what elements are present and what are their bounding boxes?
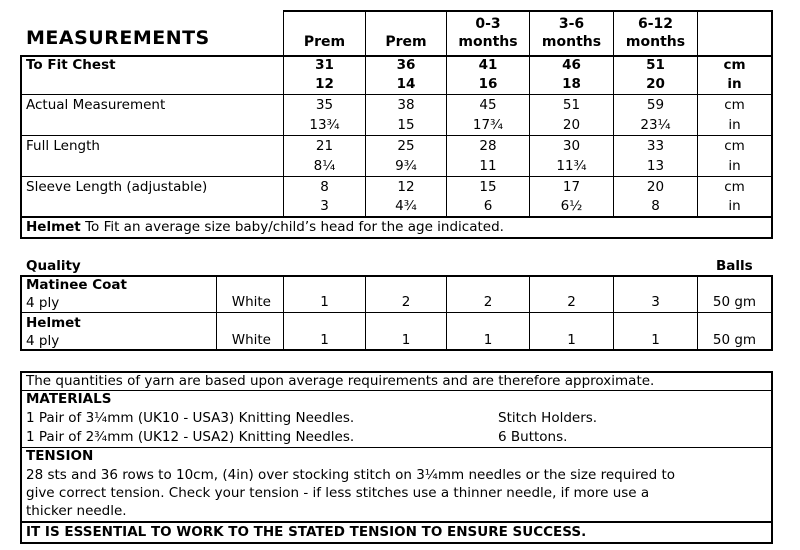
measurements-title: MEASUREMENTS — [26, 27, 210, 49]
table-cell: 45 — [479, 97, 497, 113]
size-header-4-line2: months — [541, 34, 602, 50]
table-cell: 14 — [396, 76, 416, 92]
tension-line-2: give correct tension. Check your tension - if less stitches use a thinner needle, if more use a — [26, 485, 650, 501]
table-cell: 11 — [479, 158, 497, 174]
yarn-qty: 2 — [483, 294, 493, 310]
yarn-qty: 1 — [483, 332, 493, 348]
yarn-qty: 1 — [401, 332, 411, 348]
table-cell: 3 — [320, 198, 329, 214]
yarn-weight: 50 gm — [712, 294, 757, 310]
table-cell: 59 — [646, 97, 665, 113]
size-header-5-line1: 6-12 — [637, 16, 674, 32]
yarn-qty: 1 — [651, 332, 660, 348]
table-cell: 41 — [478, 57, 498, 73]
table-cell: 6 — [483, 198, 493, 214]
materials-title: MATERIALS — [26, 391, 112, 407]
yarn-qty: 3 — [651, 294, 660, 310]
table-cell: 46 — [562, 57, 581, 73]
tension-line-1: 28 sts and 36 rows to 10cm, (4in) over stocking stitch on 3¼mm needles or the size required to — [26, 467, 676, 483]
table-cell: 18 — [562, 76, 581, 92]
size-header-3-line2: months — [458, 34, 518, 50]
table-cell: 8 — [320, 179, 329, 195]
needles-line-1: 1 Pair of 3¼mm (UK10 - USA3) Knitting Needles. — [26, 410, 355, 426]
table-cell: 13¾ — [309, 117, 340, 133]
yarn-item: Matinee Coat — [26, 277, 127, 293]
yarn-ply: 4 ply — [26, 295, 60, 311]
size-header-1-line2: Prem — [303, 34, 346, 50]
table-cell: 25 — [397, 138, 415, 154]
table-cell: 12 — [397, 179, 415, 195]
table-cell: 16 — [478, 76, 498, 92]
table-cell: 17¾ — [472, 117, 504, 133]
helmet-note — [26, 217, 504, 237]
yarn-qty: 1 — [320, 332, 329, 348]
yarn-colour: White — [231, 294, 271, 310]
tension-line-3: thicker needle. — [26, 503, 127, 519]
row-label-actual: Actual Measurement — [26, 97, 166, 113]
yarn-qty: 1 — [320, 294, 329, 310]
size-header-3-line1: 0-3 — [475, 16, 501, 32]
row-label-chest: To Fit Chest — [26, 57, 116, 73]
table-cell: 17 — [562, 179, 581, 195]
table-cell: 36 — [396, 57, 416, 73]
unit-cm: cm — [724, 138, 745, 154]
table-cell: 9¾ — [395, 158, 417, 174]
table-cell: 11¾ — [556, 158, 587, 174]
tension-title: TENSION — [26, 448, 94, 464]
table-cell: 13 — [646, 158, 665, 174]
extra-buttons: 6 Buttons. — [498, 429, 568, 445]
table-cell: 8 — [651, 198, 660, 214]
yarn-item: Helmet — [26, 315, 81, 331]
table-cell: 15 — [479, 179, 497, 195]
size-header-4-line1: 3-6 — [558, 16, 585, 32]
yarn-qty: 2 — [567, 294, 576, 310]
yarn-colour: White — [231, 332, 271, 348]
size-header-2-line2: Prem — [385, 34, 427, 50]
unit-in: in — [728, 117, 741, 133]
unit-in: in — [727, 76, 742, 92]
table-cell: 30 — [562, 138, 581, 154]
helmet-note-text: To Fit an average size baby/child’s head for the age indicated. — [85, 219, 504, 235]
unit-in: in — [728, 198, 741, 214]
table-cell: 6½ — [560, 198, 583, 214]
quantities-note: The quantities of yarn are based upon average requirements and are therefore approximate. — [26, 373, 655, 389]
table-cell: 35 — [315, 97, 334, 113]
table-cell: 38 — [397, 97, 415, 113]
extra-stitch-holders: Stitch Holders. — [498, 410, 598, 426]
table-cell: 20 — [646, 76, 665, 92]
table-cell: 4¾ — [395, 198, 417, 214]
table-cell: 12 — [315, 76, 334, 92]
helmet-note-bold: Helmet — [26, 219, 81, 235]
row-label-sleeve: Sleeve Length (adjustable) — [26, 179, 208, 195]
row-label-full-length: Full Length — [26, 138, 100, 154]
table-cell: 23¼ — [640, 117, 671, 133]
unit-cm: cm — [723, 57, 746, 73]
yarn-qty: 1 — [567, 332, 576, 348]
unit-in: in — [728, 158, 741, 174]
quality-label: Quality — [26, 258, 81, 274]
table-cell: 28 — [479, 138, 497, 154]
table-cell: 8¼ — [313, 158, 336, 174]
table-cell: 15 — [397, 117, 415, 133]
essential-note: IT IS ESSENTIAL TO WORK TO THE STATED TENSION TO ENSURE SUCCESS. — [26, 524, 587, 540]
table-cell: 51 — [646, 57, 665, 73]
yarn-ply: 4 ply — [26, 333, 60, 349]
table-cell: 20 — [562, 117, 581, 133]
needles-line-2: 1 Pair of 2¾mm (UK12 - USA2) Knitting Needles. — [26, 429, 355, 445]
yarn-weight: 50 gm — [712, 332, 757, 348]
unit-cm: cm — [724, 97, 745, 113]
table-cell: 21 — [315, 138, 334, 154]
table-cell: 51 — [562, 97, 581, 113]
balls-label: Balls — [716, 258, 753, 274]
table-cell: 33 — [646, 138, 665, 154]
table-cell: 31 — [315, 57, 334, 73]
unit-cm: cm — [724, 179, 745, 195]
table-cell: 20 — [646, 179, 665, 195]
yarn-qty: 2 — [401, 294, 411, 310]
size-header-5-line2: months — [625, 34, 686, 50]
